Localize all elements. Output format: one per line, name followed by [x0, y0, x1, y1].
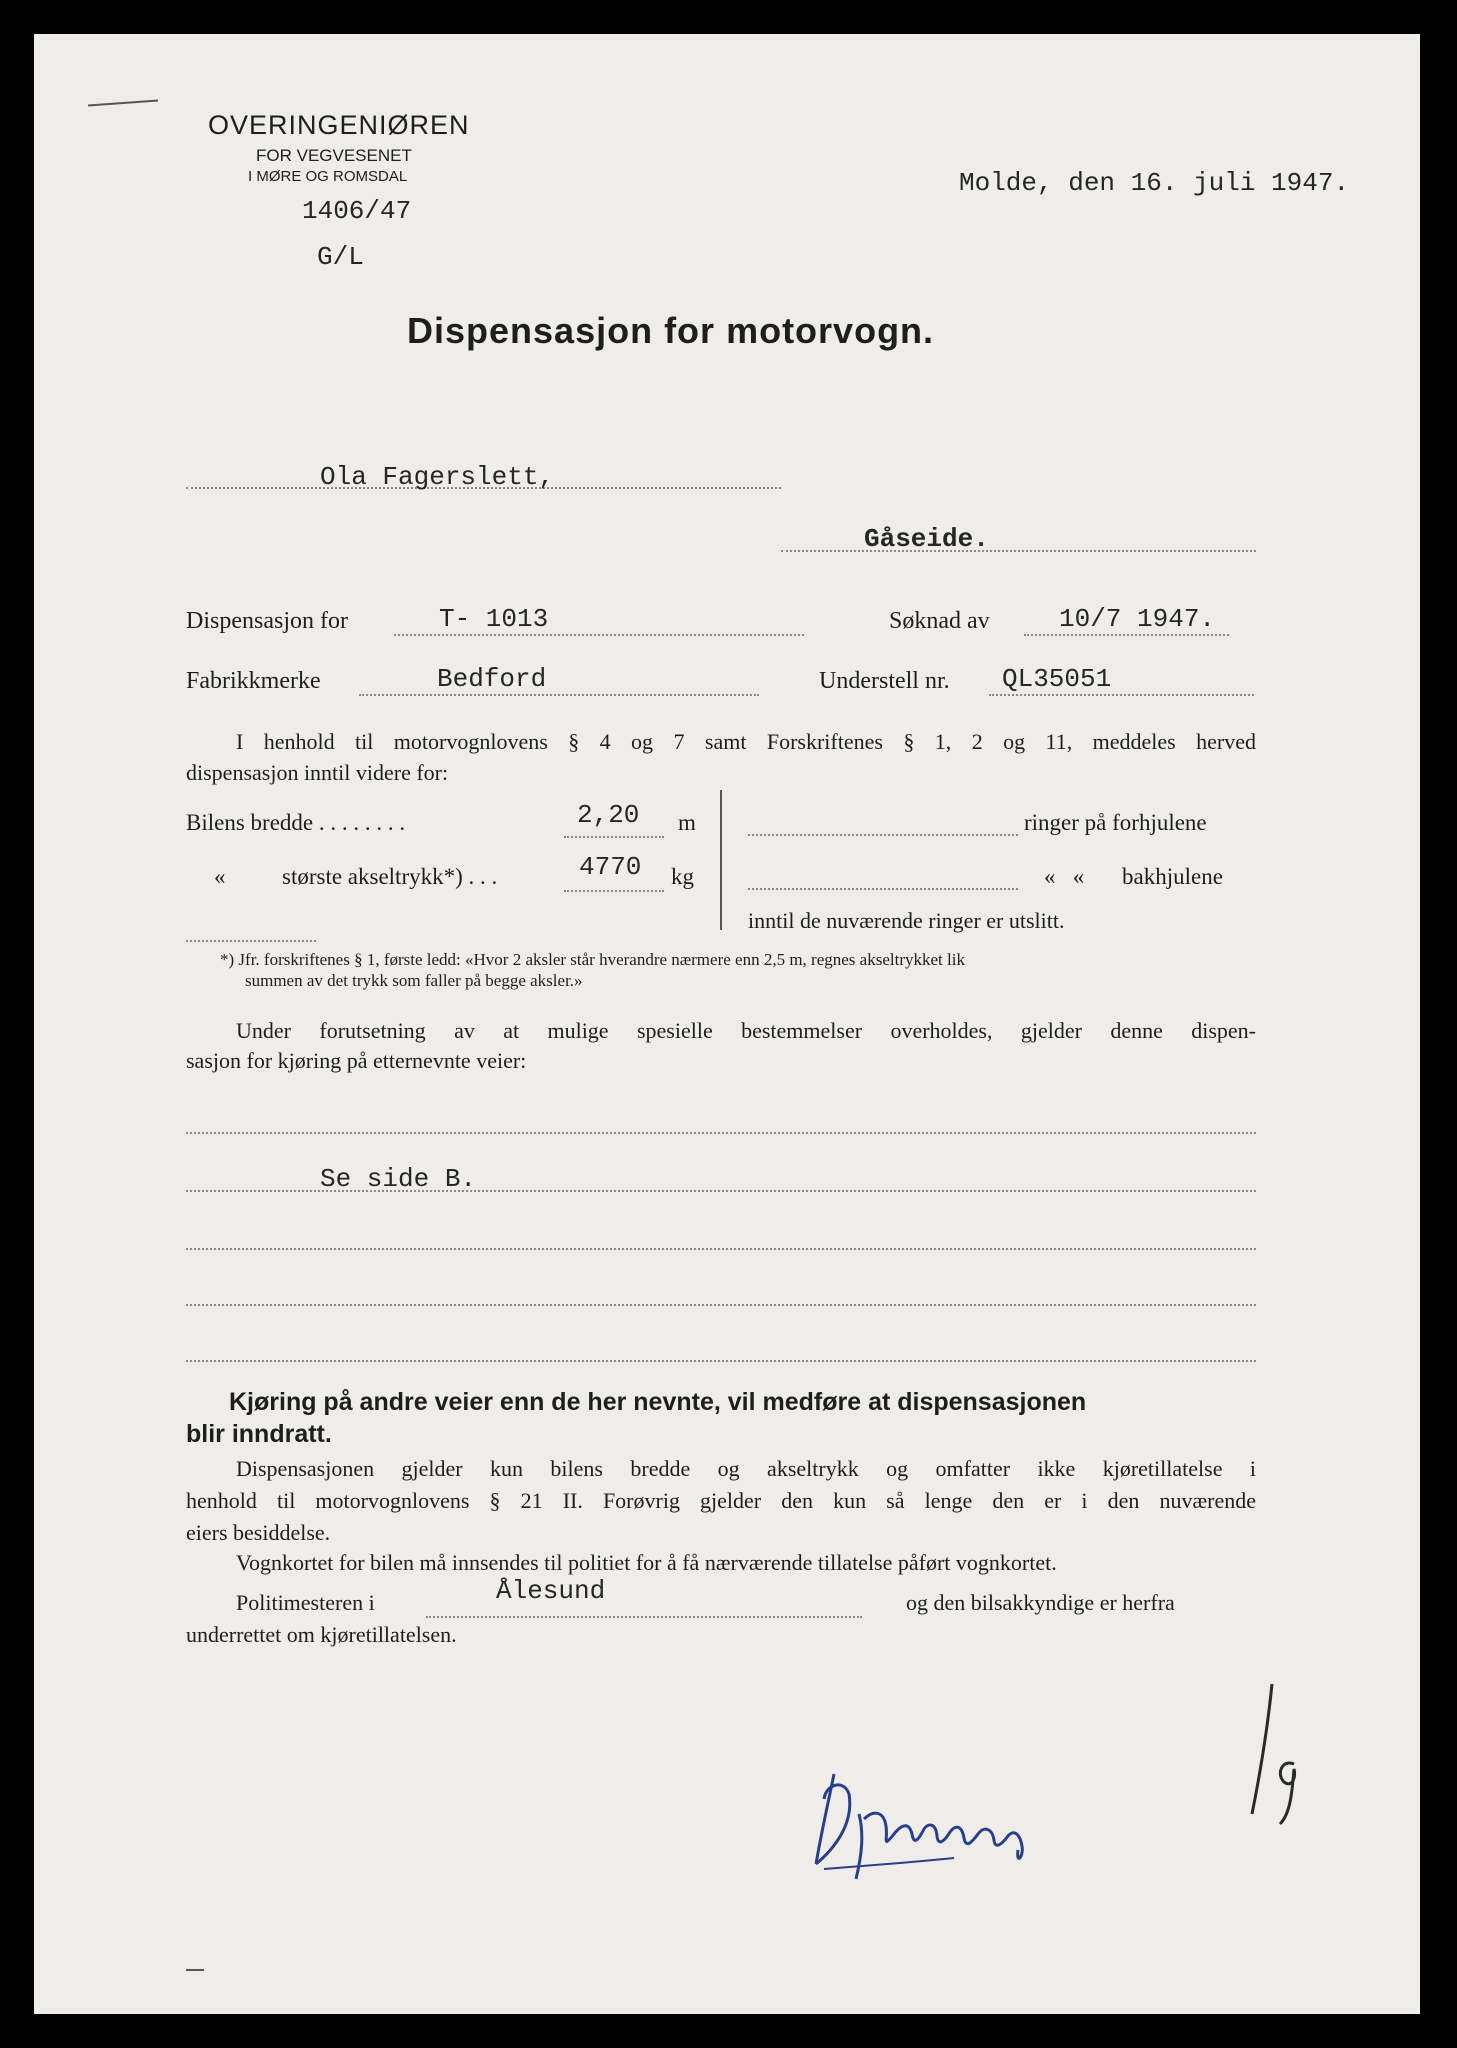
- dispensation-line: [394, 634, 804, 636]
- police-rest: og den bilsakkyndige er herfra: [906, 1590, 1175, 1615]
- axle-unit: kg: [671, 864, 694, 889]
- rear-quotes: « «: [1044, 864, 1085, 889]
- front-rings-label: ringer på forhjulene: [1024, 810, 1207, 835]
- chassis-label: Understell nr.: [819, 668, 950, 694]
- stray-mark-bottom: [186, 1969, 204, 1971]
- recipient-place-line: [781, 550, 1256, 552]
- dispensation-value: T- 1013: [439, 604, 549, 634]
- recipient-place: Gåseide.: [864, 524, 989, 554]
- front-rings-line: [748, 834, 1018, 836]
- application-label: Søknad av: [889, 608, 990, 634]
- road-line-5: [186, 1360, 1256, 1362]
- width-label: Bilens bredde . . . . . . . .: [186, 810, 406, 835]
- initials: G/L: [317, 242, 364, 272]
- road-line-3: [186, 1248, 1256, 1250]
- road-line-2: [186, 1190, 1256, 1192]
- width-unit: m: [678, 810, 696, 835]
- police-line-2: underrettet om kjøretillatelsen.: [186, 1622, 457, 1647]
- org-region: I MØRE OG ROMSDAL: [248, 168, 408, 185]
- column-divider: [720, 790, 722, 930]
- conditions-line-1: Under forutsetning av at mulige spesielle bestemmelser overholdes, gjelder denne dispen-: [236, 1018, 1256, 1043]
- application-date: 10/7 1947.: [1059, 604, 1216, 634]
- rear-rings-label: bakhjulene: [1122, 864, 1223, 889]
- form-document: [34, 34, 1420, 2014]
- rings-note: inntil de nuværende ringer er utslitt.: [748, 908, 1065, 933]
- police-district: Ålesund: [496, 1576, 606, 1606]
- make-label: Fabrikkmerke: [186, 668, 321, 694]
- signature-initial: [1244, 1674, 1314, 1834]
- validity-line-2: henhold til motorvognlovens § 21 II. Forøvrig gjelder den kun så lenge den er i den nuværende: [186, 1488, 1256, 1513]
- signature: [804, 1754, 1104, 1904]
- road-line-4: [186, 1304, 1256, 1306]
- validity-line-1: Dispensasjonen gjelder kun bilens bredde og akseltrykk og omfatter ikke kjøretillatelse i: [236, 1456, 1256, 1481]
- axle-quote: «: [214, 864, 226, 889]
- make-value: Bedford: [437, 664, 547, 694]
- road-line-1: [186, 1132, 1256, 1134]
- footnote-line-2: summen av det trykk som faller på begge aksler.»: [245, 971, 583, 990]
- conditions-line-2: sasjon for kjøring på etternevnte veier:: [186, 1048, 527, 1073]
- make-line: [359, 694, 759, 696]
- warning-line-2: blir inndratt.: [186, 1420, 332, 1448]
- police-label: Politimesteren i: [236, 1590, 375, 1615]
- validity-line-3: eiers besiddelse.: [186, 1520, 331, 1545]
- footnote-separator: [186, 940, 316, 942]
- place-date: Molde, den 16. juli 1947.: [959, 168, 1350, 198]
- rear-rings-line: [748, 888, 1018, 890]
- police-line: [426, 1616, 862, 1618]
- recipient-name: Ola Fagerslett,: [320, 462, 555, 492]
- application-line: [1024, 634, 1229, 636]
- chassis-number: QL35051: [1002, 664, 1112, 694]
- axle-value: 4770: [579, 852, 642, 882]
- roads-value: Se side B.: [320, 1164, 477, 1194]
- validity-line-4: Vognkortet for bilen må innsendes til politiet for å få nærværende tillatelse påført vognkortet.: [236, 1550, 1057, 1575]
- dispensation-label: Dispensasjon for: [186, 608, 348, 634]
- org-subtitle: FOR VEGVESENET: [256, 146, 412, 165]
- page-title: Dispensasjon for motorvogn.: [407, 310, 935, 351]
- warning-line-1: Kjøring på andre veier enn de her nevnte, vil medføre at dispensasjonen: [229, 1388, 1087, 1416]
- axle-label: største akseltrykk*) . . .: [282, 864, 498, 889]
- stray-mark: [88, 100, 158, 107]
- org-name: OVERINGENIØREN: [208, 110, 470, 140]
- intro-line-2: dispensasjon inntil videre for:: [186, 760, 449, 785]
- chassis-line: [989, 694, 1254, 696]
- reference-number: 1406/47: [302, 196, 412, 226]
- width-line: [564, 836, 664, 838]
- width-value: 2,20: [577, 800, 640, 830]
- axle-line: [564, 890, 664, 892]
- intro-line-1: I henhold til motorvognlovens § 4 og 7 samt Forskriftenes § 1, 2 og 11, meddeles herved: [236, 729, 1256, 754]
- footnote-line-1: *) Jfr. forskriftenes § 1, første ledd: «Hvor 2 aksler står hverandre nærmere enn 2,5 m, regnes akseltrykket lik: [220, 950, 965, 969]
